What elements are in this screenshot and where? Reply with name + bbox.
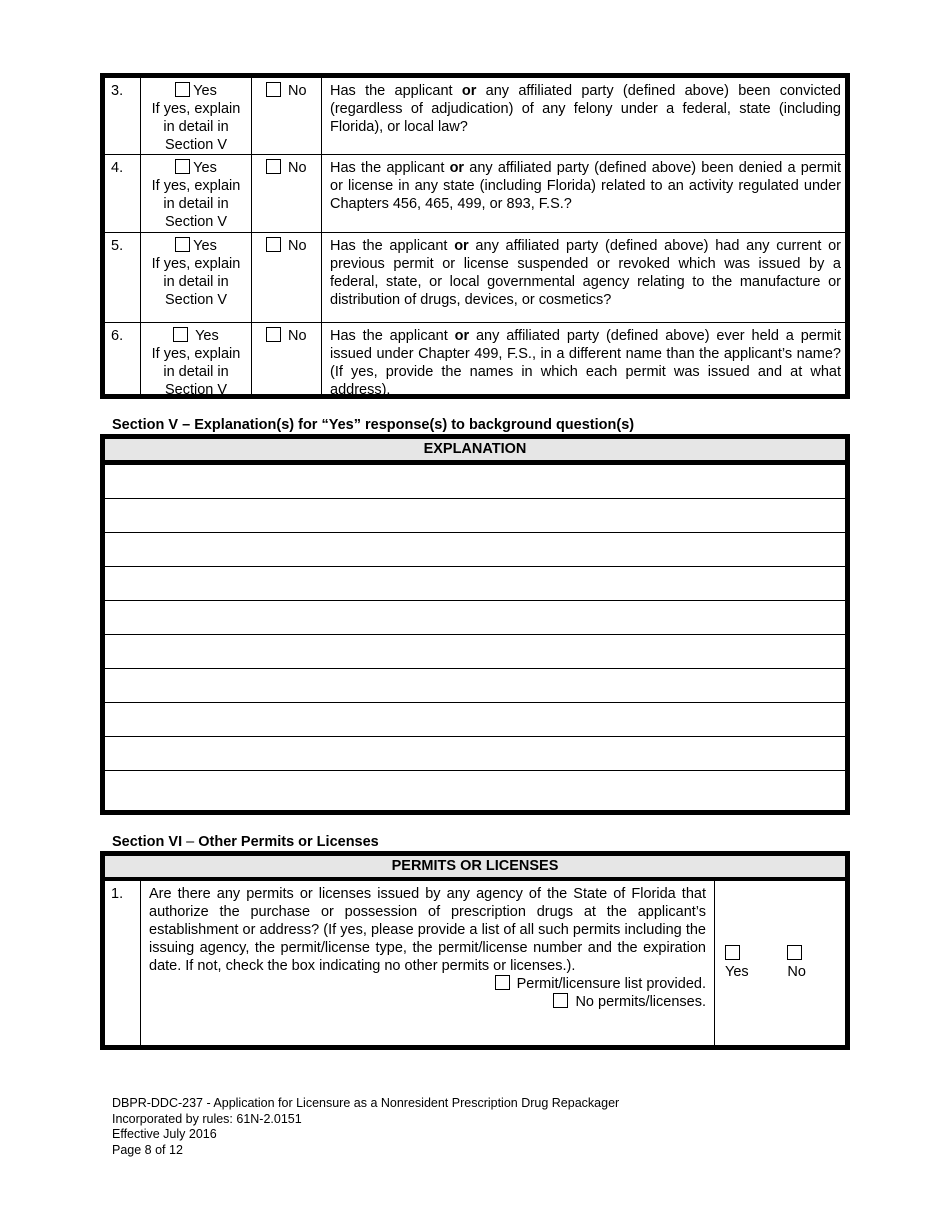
question-row-6 xyxy=(105,322,845,397)
explanation-line[interactable] xyxy=(105,600,845,634)
no-permits-checkbox[interactable] xyxy=(553,993,568,1008)
no-checkbox[interactable] xyxy=(266,159,281,174)
yes-note: in detail in xyxy=(163,119,229,135)
yes-label: Yes xyxy=(725,964,749,980)
explanation-header: EXPLANATION xyxy=(105,439,845,464)
question-row-4 xyxy=(105,154,845,232)
effective-date: Effective July 2016 xyxy=(112,1127,217,1141)
question-text: Has the applicant or any affiliated party (defined above) been denied a permit or license in any state (including Florida) related to an activity regulated under Chapters 456, 465, 499, or 893, F.S.? xyxy=(330,160,841,212)
yes-note: Section V xyxy=(164,382,228,398)
yes-note: in detail in xyxy=(163,364,229,380)
yes-label: Yes xyxy=(193,160,217,176)
permits-question-cell xyxy=(141,881,715,1045)
yes-note: If yes, explain xyxy=(151,256,241,272)
explanation-line[interactable] xyxy=(105,498,845,532)
permit-list-checkbox[interactable] xyxy=(495,975,510,990)
explanation-line[interactable] xyxy=(105,702,845,736)
yes-label: Yes xyxy=(195,328,219,344)
no-checkbox[interactable] xyxy=(266,327,281,342)
question-number: 3. xyxy=(105,78,141,154)
yes-note: in detail in xyxy=(163,196,229,212)
question-row-3 xyxy=(105,78,845,154)
explanation-table xyxy=(100,434,850,815)
no-checkbox[interactable] xyxy=(266,237,281,252)
explanation-line[interactable] xyxy=(105,464,845,498)
permits-header: PERMITS OR LICENSES xyxy=(105,856,845,881)
no-checkbox[interactable] xyxy=(787,945,802,960)
explanation-line[interactable] xyxy=(105,668,845,702)
no-checkbox[interactable] xyxy=(266,82,281,97)
explanation-line[interactable] xyxy=(105,532,845,566)
permits-table xyxy=(100,851,850,1050)
yes-cell xyxy=(141,78,252,154)
explanation-line[interactable] xyxy=(105,566,845,600)
yes-cell xyxy=(141,323,252,397)
yes-cell xyxy=(141,155,252,232)
yes-cell xyxy=(141,233,252,322)
no-cell xyxy=(252,155,322,232)
yes-checkbox[interactable] xyxy=(175,237,190,252)
yes-note: in detail in xyxy=(163,274,229,290)
yes-note: Section V xyxy=(164,214,228,230)
explanation-line[interactable] xyxy=(105,736,845,770)
yes-note: If yes, explain xyxy=(151,346,241,362)
permit-list-option: Permit/licensure list provided. xyxy=(149,975,706,993)
yes-note: Section V xyxy=(164,137,228,153)
question-number: 4. xyxy=(105,155,141,232)
yes-checkbox[interactable] xyxy=(175,159,190,174)
no-label: No xyxy=(787,964,806,980)
question-number: 1. xyxy=(105,881,141,1045)
explanation-line[interactable] xyxy=(105,634,845,668)
yes-checkbox[interactable] xyxy=(725,945,740,960)
permits-row xyxy=(105,881,845,1045)
rule-reference: Incorporated by rules: 61N-2.0151 xyxy=(112,1111,302,1126)
yes-note: Section V xyxy=(164,292,228,308)
yes-note: If yes, explain xyxy=(151,178,241,194)
no-cell xyxy=(252,78,322,154)
form-title: DBPR-DDC-237 - Application for Licensure as a Nonresident Prescription Drug Repackager xyxy=(112,1096,620,1110)
question-text: Has the applicant or any affiliated party (defined above) had any current or previous permit or license suspended or revoked which was issued by a federal, state, or local governmental agency relating to the manufacture or distribution of drugs, devices, or cosmetics? xyxy=(330,238,841,308)
permits-answer-cell xyxy=(715,881,845,1045)
question-text: Has the applicant or any affiliated party (defined above) been convicted (regardless of adjudication) of any felony under a federal, state (including Florida), or local law? xyxy=(330,83,841,135)
yes-checkbox[interactable] xyxy=(175,82,190,97)
no-label: No xyxy=(288,328,307,344)
yes-checkbox[interactable] xyxy=(173,327,188,342)
page-number: Page 8 of 12 xyxy=(112,1142,183,1157)
no-permits-option: No permits/licenses. xyxy=(149,993,706,1011)
yes-label: Yes xyxy=(193,83,217,99)
section-v-heading: Section V – Explanation(s) for “Yes” response(s) to background question(s) xyxy=(112,417,635,433)
question-number: 5. xyxy=(105,233,141,322)
no-label: No xyxy=(288,83,307,99)
yes-label: Yes xyxy=(193,238,217,254)
question-number: 6. xyxy=(105,323,141,397)
yes-note: If yes, explain xyxy=(151,101,241,117)
question-row-5 xyxy=(105,232,845,322)
no-label: No xyxy=(288,160,307,176)
section-vi-heading: Section VI – Other Permits or Licenses xyxy=(112,834,379,850)
no-cell xyxy=(252,233,322,322)
no-label: No xyxy=(288,238,307,254)
question-text: Has the applicant or any affiliated party (defined above) ever held a permit issued under Chapter 499, F.S., in a different name than the applicant’s name? (If yes, provide the names in which each permit was issued and at what address). xyxy=(330,328,842,398)
footer xyxy=(112,1096,619,1158)
background-questions-table xyxy=(100,73,850,399)
explanation-line[interactable] xyxy=(105,770,845,804)
permits-question-text: Are there any permits or licenses issued by any agency of the State of Florida that authorize the purchase or possession of prescription drugs at the applicant’s establishment or address? (If yes, please provide a list of all such permits including the issuing agency, the permit/license type, the permit/license number and the expiration date. If not, check the box indicating no other permits or licenses.). xyxy=(149,886,706,974)
no-cell xyxy=(252,323,322,397)
